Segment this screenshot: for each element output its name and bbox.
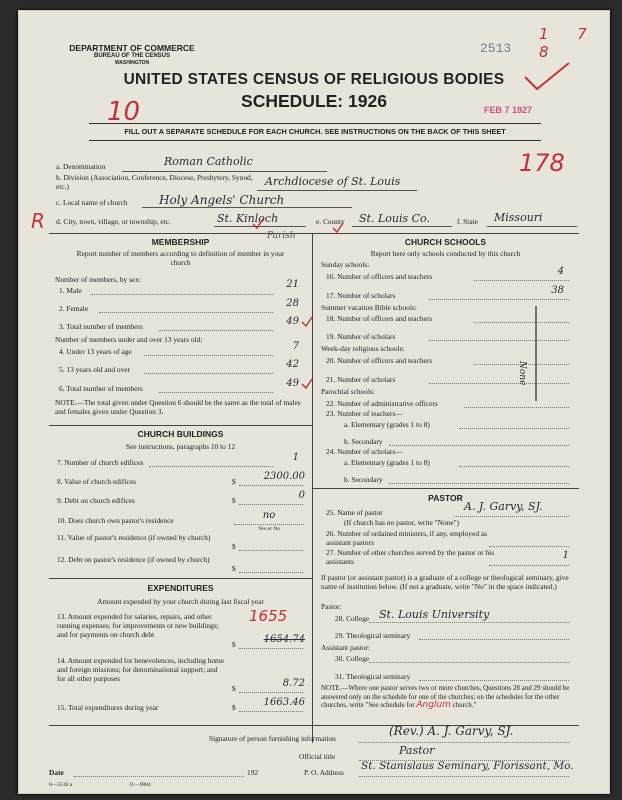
city-field-value: St. Kinloch <box>217 212 279 225</box>
q17-value: 38 <box>551 285 564 296</box>
q8-label: 8. Value of church edifices <box>57 477 136 486</box>
q28-label: 28. College <box>335 614 370 623</box>
q3-label: 3. Total number of members <box>59 322 143 331</box>
top-right-mark: 1 7 8 <box>539 25 599 61</box>
q25-label: 25. Name of pastor <box>326 508 383 517</box>
pastor-note-value: Anglum <box>416 700 451 710</box>
state-label: f. State <box>457 217 478 226</box>
membership-intro: Report number of members according to definition of member in your church <box>76 249 285 267</box>
handwritten-10: 10 <box>107 97 141 127</box>
official-title-label: Official title <box>299 752 336 761</box>
division-value: Archdiocese of St. Louis <box>265 175 401 188</box>
city-label: WASHINGTON <box>114 60 150 66</box>
q23b-label: b. Secondary <box>344 437 383 446</box>
church-name-value: Holy Angels' Church <box>159 193 285 207</box>
q16-label: 16. Number of officers and teachers <box>326 272 433 281</box>
q30-label: 30. College <box>335 654 370 663</box>
q20-label: 20. Number of officers and teachers <box>326 356 433 365</box>
q10-value: no <box>262 510 276 521</box>
q24-label: 24. Number of scholars— <box>326 447 403 456</box>
q25-value: A. J. Garvy, SJ. <box>464 500 543 513</box>
county-label: e. County <box>316 217 345 226</box>
state-value: Missouri <box>494 211 543 224</box>
q21-label: 21. Number of scholars <box>326 375 396 384</box>
q11-label: 11. Value of pastor's residence (if owned by church) <box>57 533 211 542</box>
q9-label: 9. Debt on church edifices <box>57 496 135 505</box>
q5-label: 5. 13 years old and over <box>59 365 131 374</box>
q13-value: 1654.74 <box>263 634 305 645</box>
q16-value: 4 <box>557 266 564 277</box>
parochial-schools-label: Parochial schools: <box>321 387 375 396</box>
checkmark-icon <box>301 316 313 328</box>
pastor-label: Pastor: <box>321 602 342 611</box>
vertical-dash-line <box>531 306 541 401</box>
handwritten-178: 178 <box>519 149 565 177</box>
date-label: Date <box>49 768 64 777</box>
address-label: P. O. Address <box>304 768 344 777</box>
q5-value: 42 <box>286 359 299 370</box>
q23-label: 23. Number of teachers— <box>326 409 403 418</box>
expenditures-intro: Amount expended by your church during last fiscal year <box>97 597 264 606</box>
pastor-title: PASTOR <box>428 493 463 503</box>
checkmark-icon <box>252 218 264 230</box>
handwritten-r: R <box>31 209 45 233</box>
members-by-sex-label: Number of members, by sex: <box>55 275 141 284</box>
received-date-stamp: FEB 7 1927 <box>484 105 533 115</box>
checkmark-icon <box>301 378 313 390</box>
q4-label: 4. Under 13 years of age <box>59 347 132 356</box>
membership-title: MEMBERSHIP <box>151 237 210 247</box>
form-title: UNITED STATES CENSUS OF RELIGIOUS BODIES <box>123 71 505 88</box>
year-label: 192 <box>247 768 259 777</box>
census-schedule-sheet: DEPARTMENT OF COMMERCE BUREAU OF THE CENSUS WASHINGTON 2513 1 7 8 UNITED STATES CENSUS OF RELIGIOUS BODIES SCHEDULE: 1926 10 FEB 7 1927 FILL OUT A SEPARATE SCHEDULE FOR EACH CHURCH. SEE INSTRUCTIONS ON THE BACK OF THIS SHEET a. Denomination Roman Catholic 178 b. Division (Association, Conference, Diocese, Presbytery, Synod, etc.) Archdiocese of St. Louis c. Local name of church Holy Angels' Church R d. City, town, village, or township, etc. St. Kinloch e. County St. Louis Co. f. State Missouri MEMBERSHIP Parish Report number of members according to definition of member in your church Number of members, by sex: 1. Male 21 2. Female 28 3. Total number of members 49 Number of members under and over 13 years old: 4. Under 13 years of age 7 5. 13 years old and over 42 6. Total number of members 49 NOTE.—The total given under Question 6 should be the same as the total of males and females given under Question 3. CHURCH BUILDINGS See instructions, paragraphs 10 to 12 7. Number of church edifices 1 8. Value of church edifices $ 2300.00 9. Debt on church edifices $ 0 10. Does church own pastor's residence no Yes or No 11. Value of pastor's residence (if owned by church) $ 12. Debt on pastor's residence (if owned by church) $ EXPENDITURES Amount expended by your church during last fiscal year 13. Amount expended for salaries, repairs, and other running expenses; for improvements or new buildings; and for payments on church debt 1655 $ 1654.74 14. Amount expended for benevolences, including home and foreign missions; for denominational support; and for all other purposes $ 8.72 15. Total expenditures during year $ 1663.46 CHURCH SCHOOLS Report here only schools conducted by this church Sunday schools: 16. Number of officers and teachers 4 17. Number of scholars 38 Summer vacation Bible schools: 18. Number of officers and teachers 19. Number of scholars Week-day religious schools: 20. Number of officers and teachers 21. Number of scholars None Parochial schools: 22. Number of administrative officers 23. Number of teachers— a. Elementary (grades 1 to 8) b. Secondary 24. Number of scholars— a. Elementary (grades 1 to 8) b. Secondary PASTOR 25. Name of pastor A. J. Garvy, SJ. (If church has no pastor, write "None") 26. Number of ordained ministers, if any, employed as assistant pastors 27. Number of other churches served by the pastor or his assistants 1 If pastor (or assistant pastor) is a graduate of a college or theological seminary, give name of institution below. (If not a graduate, write "No" in the space indicated.) Pastor: 28. College St. Louis University 29. Theological seminary Assistant pastor: 30. College 31. Theological seminary NOTE.—Where one pastor serves two or more churches, Questions 28 and 29 should be answered only on the schedule for one of the churches; on the schedules for the other churches, write "See schedule for Anglum church." Signature of person furnishing information (Rev.) A. J. Garvy, SJ. Official title Pastor Date 192 P. O. Address St. Stanislaus Seminary, Florissant, Mo. 8—5518 a 11—9084 <box>18 10 610 794</box>
expenditures-title: EXPENDITURES <box>147 583 214 593</box>
q25-sub: (If church has no pastor, write "None") <box>344 518 460 527</box>
schedule-title: SCHEDULE: 1926 <box>241 91 387 111</box>
denomination-value: Roman Catholic <box>164 155 253 168</box>
pastor-note: NOTE.—Where one pastor serves two or more churches, Questions 28 and 29 should be answered only on the schedule for one of the churches; on the schedules for the other churches, write "See schedule for Anglum church." <box>321 684 570 710</box>
q24a-label: a. Elementary (grades 1 to 8) <box>344 458 430 467</box>
q22-label: 22. Number of administrative officers <box>326 399 438 408</box>
sunday-schools-label: Sunday schools: <box>321 260 370 269</box>
q1-label: 1. Male <box>59 286 82 295</box>
q10-label: 10. Does church own pastor's residence <box>57 516 174 525</box>
form-code-1: 8—5518 a <box>49 782 73 788</box>
none-vertical-mark: None <box>517 361 527 386</box>
membership-note-text: NOTE.—The total given under Question 6 should be the same as the total of males and females given under Question 3. <box>55 398 301 416</box>
buildings-title: CHURCH BUILDINGS <box>137 429 224 439</box>
signature-label: Signature of person furnishing information <box>209 734 336 743</box>
weekday-schools-label: Week-day religious schools: <box>321 344 405 353</box>
form-code-2: 11—9084 <box>129 782 151 788</box>
q7-value: 1 <box>292 452 299 463</box>
checkmark-icon <box>332 222 344 234</box>
q24b-label: b. Secondary <box>344 475 383 484</box>
buildings-intro: See instructions, paragraphs 10 to 12 <box>125 442 236 451</box>
official-title-value: Pastor <box>399 744 435 757</box>
department-label: DEPARTMENT OF COMMERCE <box>69 43 195 53</box>
q31-label: 31. Theological seminary <box>335 672 411 681</box>
q27-value: 1 <box>562 550 569 561</box>
q26-label: 26. Number of ordained ministers, if any, employed as assistant pastors <box>326 529 488 547</box>
q14-value: 8.72 <box>282 678 305 689</box>
q7-label: 7. Number of church edifices <box>57 458 144 467</box>
q29-label: 29. Theological seminary <box>335 631 411 640</box>
city-field-label: d. City, town, village, or township, etc. <box>56 217 171 226</box>
q9-value: 0 <box>298 490 305 501</box>
q23a-label: a. Elementary (grades 1 to 8) <box>344 420 430 429</box>
q14-label: 14. Amount expended for benevolences, including home and foreign missions; for denominational support; and for all other purposes <box>57 656 225 683</box>
q4-value: 7 <box>292 341 299 352</box>
membership-note: Parish <box>267 231 296 241</box>
q13-label: 13. Amount expended for salaries, repairs, and other running expenses; for improvements or new buildings; and for payments on church debt <box>57 612 219 639</box>
q12-label: 12. Debt on pastor's residence (if owned by church) <box>57 555 210 564</box>
schools-intro: Report here only schools conducted by this church <box>370 249 521 258</box>
bureau-label: BUREAU OF THE CENSUS <box>93 53 170 59</box>
q6-value: 49 <box>286 378 299 389</box>
q2-value: 28 <box>286 298 299 309</box>
graduate-instruction: If pastor (or assistant pastor) is a graduate of a college or theological seminary, give name of institution below. (If not a graduate, write "No" in the space indicated.) <box>321 573 569 591</box>
serial-number: 2513 <box>480 41 512 56</box>
q28-value: St. Louis University <box>379 608 490 621</box>
q3-value: 49 <box>286 316 299 327</box>
denomination-label: a. Denomination <box>56 162 106 171</box>
address-value: St. Stanislaus Seminary, Florissant, Mo. <box>361 760 574 772</box>
signature-value: (Rev.) A. J. Garvy, SJ. <box>389 724 514 738</box>
q8-value: 2300.00 <box>263 471 305 482</box>
q13-red-value: 1655 <box>249 607 288 625</box>
schools-title: CHURCH SCHOOLS <box>404 237 487 247</box>
q18-label: 18. Number of officers and teachers <box>326 314 433 323</box>
q6-label: 6. Total number of members <box>59 384 143 393</box>
q17-label: 17. Number of scholars <box>326 291 396 300</box>
q2-label: 2. Female <box>59 304 89 313</box>
q1-value: 21 <box>286 279 299 290</box>
division-label: b. Division (Association, Conference, Diocese, Presbytery, Synod, etc.) <box>56 173 253 191</box>
assistant-pastor-label: Assistant pastor: <box>321 643 371 652</box>
q27-label: 27. Number of other churches served by the pastor or his assistants <box>326 548 495 566</box>
q15-label: 15. Total expenditures during year <box>57 703 159 712</box>
yes-no-hint: Yes or No <box>257 526 281 532</box>
instruction-line: FILL OUT A SEPARATE SCHEDULE FOR EACH CHURCH. SEE INSTRUCTIONS ON THE BACK OF THIS SHEET <box>124 127 506 136</box>
church-name-label: c. Local name of church <box>56 198 128 207</box>
q19-label: 19. Number of scholars <box>326 332 396 341</box>
members-by-age-label: Number of members under and over 13 years old: <box>55 335 203 344</box>
county-value: St. Louis Co. <box>359 212 430 225</box>
summer-schools-label: Summer vacation Bible schools: <box>321 303 417 312</box>
q15-value: 1663.46 <box>263 697 305 708</box>
